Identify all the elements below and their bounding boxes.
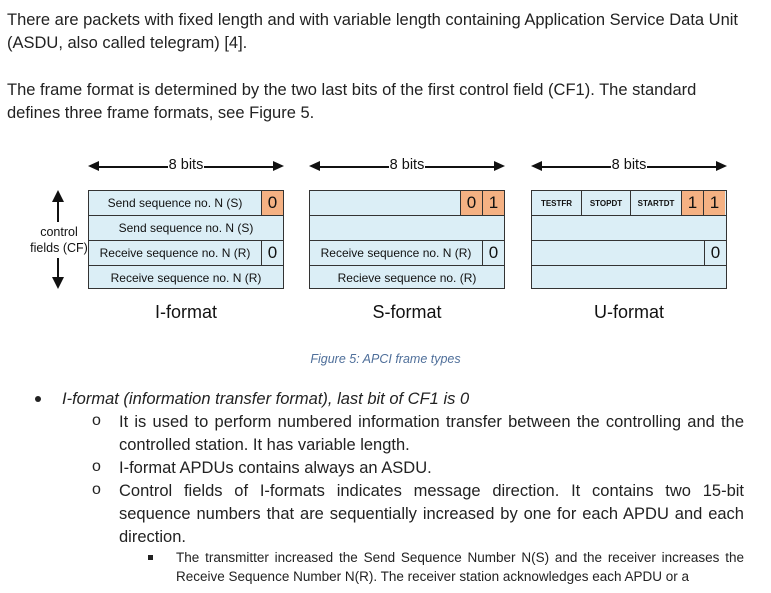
s-cf3-row (310, 240, 504, 265)
sub-bullet-marker: o (92, 458, 101, 475)
i-cf1-row (89, 191, 283, 215)
bits-header-i (88, 158, 284, 176)
u-cf2-row (532, 215, 726, 240)
u-stopdt-cell: STOPDT (581, 191, 630, 215)
u-empty-cell (532, 266, 726, 290)
s-cf3-bit: 0 (482, 241, 504, 265)
s-cf2-row (310, 215, 504, 240)
u-format-label: U-format (593, 302, 664, 322)
list-subsubitem-1: The transmitter increased the Send Sequence Number N(S) and the receiver increases the Receive Sequence Number N(R). The receiver station acknowledges each APDU or a (176, 550, 744, 584)
intro-paragraph: There are packets with fixed length and with variable length containing Application Service Data Unit (ASDU, also called telegram) [4]. (7, 11, 739, 52)
i-receive-seq-cell: Receive sequence no. N (R) (99, 246, 251, 260)
s-format-frame (309, 190, 505, 289)
s-format-label: S-format (372, 302, 442, 322)
bits-header-s (309, 158, 505, 176)
u-cf1-bit-a: 1 (681, 191, 703, 215)
arrow-shaft (57, 258, 59, 279)
bits-label: 8 bits (389, 157, 425, 173)
i-cf3-row (89, 240, 283, 265)
s-cf1-bit-a: 0 (460, 191, 482, 215)
sub-bullet-marker: o (92, 412, 101, 429)
u-cf3-bit: 0 (704, 241, 726, 265)
u-cf3-row (532, 240, 726, 265)
s-empty-cell (310, 216, 504, 240)
s-cf1-row (310, 191, 504, 215)
s-empty-cell (310, 191, 460, 215)
u-cf1-row (532, 191, 726, 215)
control-fields-label: control fields (CF) (30, 225, 88, 255)
u-testfr-cell: TESTFR (540, 198, 573, 208)
square-bullet-icon (148, 555, 153, 560)
list-subitem-2: I-format APDUs contains always an ASDU. (119, 459, 432, 477)
s-receive-seq-cell: Receive sequence no. N (R) (320, 246, 472, 260)
i-format-frame (88, 190, 284, 289)
i-cf4-row (89, 265, 283, 290)
bits-label: 8 bits (168, 157, 204, 173)
frame-format-paragraph: The frame format is determined by the two last bits of the first control field (CF1). The standard defines three frame formats, see Figure 5. (7, 81, 697, 122)
s-cf1-bit-b: 1 (482, 191, 504, 215)
list-subitem-1: It is used to perform numbered information transfer between the controlling and the controlled station. It has variable length. (119, 413, 744, 454)
bullet-icon (35, 396, 41, 402)
u-format-frame (531, 190, 727, 289)
bits-header-u (531, 158, 727, 176)
s-cf4-row (310, 265, 504, 290)
i-cf2-row (89, 215, 283, 240)
i-format-label: I-format (154, 302, 217, 322)
i-send-seq-cell: Send sequence no. N (S) (118, 221, 254, 235)
u-cf4-row (532, 265, 726, 290)
u-empty-cell (532, 241, 704, 265)
u-startdt-cell: STARTDT (630, 191, 681, 215)
arrow-shaft (57, 201, 59, 222)
s-receive-seq-cell: Recieve sequence no. (R) (337, 271, 477, 285)
sub-bullet-marker: o (92, 481, 101, 498)
u-empty-cell (532, 216, 726, 240)
list-item-i-format: I-format (information transfer format), last bit of CF1 is 0 (62, 390, 470, 408)
figure-caption: Figure 5: APCI frame types (310, 352, 461, 366)
i-cf3-bit: 0 (261, 241, 283, 265)
i-send-seq-cell: Send sequence no. N (S) (107, 196, 243, 210)
arrow-down-icon (52, 277, 64, 289)
u-cf1-bit-b: 1 (703, 191, 725, 215)
i-receive-seq-cell: Receive sequence no. N (R) (110, 271, 262, 285)
i-cf1-bit: 0 (261, 191, 283, 215)
bits-label: 8 bits (611, 157, 647, 173)
list-subitem-3: Control fields of I-formats indicates message direction. It contains two 15-bit sequence numbers that are sequentially increased by one for each APDU and each direction. (119, 482, 744, 546)
